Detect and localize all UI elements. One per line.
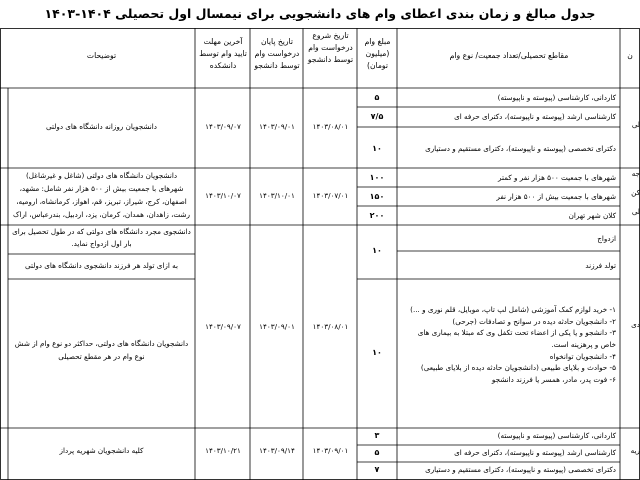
- section-2-notes-2: شهرهای با جمعیت بیش از ۵۰۰ هزار نفر شامل: مشهد،: [19, 184, 184, 193]
- section-3-marriage: ازدواج: [597, 234, 616, 243]
- section-2-notes-4: رشت، زاهدان، همدان، کرمان، یزد، اردبیل، بندرعباس، اراک: [13, 210, 190, 219]
- section-3-amount-c: ۱۰: [372, 348, 382, 357]
- section-4-end-date: ۱۴۰۳/۰۹/۱۴: [259, 446, 295, 455]
- header-end-date: تاریخ پایان درخواست وام توسط دانشجو: [254, 37, 300, 70]
- section-1-amount-1: ۵: [374, 93, 380, 102]
- section-2-last-deadline: ۱۴۰۳/۱۰/۰۷: [205, 191, 241, 200]
- list-item: ۵- حوادث و بلایای طبیعی (دانشجویان حادثه دیده از بلایای طبیعی): [420, 363, 616, 373]
- list-item: ۶- فوت پدر، مادر، همسر یا فرزند دانشجو: [491, 374, 616, 384]
- section-2-notes-3: اصفهان، کرج، شیراز، تبریز، قم، اهواز، کرمانشاه، ارومیه،: [16, 197, 187, 206]
- section-1-notes: دانشجویان روزانه دانشگاه های دولتی: [46, 122, 157, 131]
- list-item: ۴- دانشجویان توانخواه: [549, 351, 616, 361]
- section-2-start-date: ۱۴۰۳/۰۷/۰۱: [312, 191, 349, 200]
- section-3-notes-c-2: نوع وام در هر مقطع تحصیلی: [58, 352, 145, 361]
- section-1-amount-3: ۱۰: [372, 144, 382, 153]
- section-3-loan-list: [400, 304, 616, 386]
- header-loan-type: ن: [627, 51, 633, 60]
- section-4-start-date: ۱۴۰۳/۰۹/۰۱: [312, 446, 349, 455]
- loan-table: [0, 28, 640, 480]
- section-4-notes: کلیه دانشجویان شهریه پرداز: [59, 446, 144, 455]
- header-amount: مبلغ وام (میلیون تومان): [364, 37, 391, 70]
- section-2-label-3: لی: [631, 207, 640, 216]
- section-4-amount-2: ۵: [374, 448, 380, 457]
- section-3-notes-a-1: دانشجوی مجرد دانشگاه های دولتی که در طول تحصیل برای: [12, 227, 191, 236]
- header-level: مقاطع تحصیلی/تعداد جمعیت/ نوع وام: [449, 51, 569, 60]
- list-item: ۲- دانشجویان حادثه دیده در سوانح و تصادفات (جرحی): [452, 316, 616, 326]
- header-last-deadline: آخرین مهلت تایید وام توسط دانشکده: [199, 37, 247, 70]
- section-3-child-birth: تولد فرزند: [585, 261, 616, 270]
- section-1-start-date: ۱۴۰۳/۰۸/۰۱: [312, 122, 349, 131]
- section-4-amount-1: ۳: [374, 431, 380, 440]
- section-4-label: ریه: [630, 446, 640, 455]
- list-item: ۳- دانشجو و یا یکی از اعضاء تحت تکفل وی که مبتلا به بیماری های: [417, 328, 616, 338]
- section-2-level-3: کلان شهر تهران: [568, 211, 616, 220]
- header-notes: توضیحات: [86, 51, 117, 60]
- section-1-level-2: کارشناسی ارشد (پیوسته و ناپیوسته)، دکترای حرفه ای: [454, 112, 616, 121]
- header-start-date: تاریخ شروع درخواست وام توسط دانشجو: [307, 31, 354, 64]
- section-3-label: دی: [631, 320, 640, 329]
- section-1-end-date: ۱۴۰۳/۰۹/۰۱: [259, 122, 295, 131]
- section-3-last-deadline: ۱۴۰۳/۰۹/۰۷: [205, 322, 241, 331]
- section-2-level-1: شهرهای با جمعیت ۵۰۰ هزار نفر و کمتر: [498, 173, 616, 182]
- section-4-level-1: کاردانی، کارشناسی (پیوسته و ناپیوسته): [497, 431, 616, 440]
- section-1-label: لی: [631, 120, 640, 129]
- section-2-amount-2: ۱۵۰: [369, 192, 385, 201]
- section-3-notes-c-1: دانشجویان دانشگاه های دولتی، حداکثر دو نوع وام از شش: [14, 339, 189, 348]
- section-2-end-date: ۱۴۰۳/۱۰/۰۱: [259, 191, 295, 200]
- section-3-notes-b: به ازای تولد هر فرزند دانشجوی دانشگاه های دولتی: [24, 261, 179, 270]
- table-title: جدول مبالغ و زمان بندی اعطای وام های دانشجویی برای نیمسال اول تحصیلی ۱۴۰۴-۱۴۰۳: [44, 6, 596, 21]
- section-2-level-2: شهرهای با جمعیت بیش از ۵۰۰ هزار نفر: [496, 192, 616, 201]
- section-4-level-3: دکترای تخصصی (پیوسته و ناپیوسته)، دکترای مستقیم و دستیاری: [425, 465, 616, 474]
- section-1-level-3: دکترای تخصصی (پیوسته و ناپیوسته)، دکترای مستقیم و دستیاری: [425, 144, 616, 153]
- section-2-notes-1: دانشجویان دانشگاه های دولتی (شاغل و غیرشاغل): [25, 171, 178, 180]
- section-1-level-1: کاردانی، کارشناسی (پیوسته و ناپیوسته): [497, 93, 616, 102]
- section-1-amount-2: ۷/۵: [370, 112, 384, 121]
- list-item: خاص و پرهزینه است.: [551, 339, 616, 349]
- section-4-last-deadline: ۱۴۰۳/۱۰/۲۱: [205, 446, 241, 455]
- section-3-amount-ab: ۱۰: [372, 246, 382, 255]
- section-3-end-date: ۱۴۰۳/۰۹/۰۱: [259, 322, 295, 331]
- section-2-label-2: کن: [631, 188, 640, 197]
- section-3-notes-a-2: بار اول ازدواج نماید.: [71, 239, 132, 248]
- section-2-amount-3: ۲۰۰: [369, 211, 385, 220]
- section-1-last-deadline: ۱۴۰۳/۰۹/۰۷: [205, 122, 241, 131]
- section-4-level-2: کارشناسی ارشد (پیوسته و ناپیوسته)، دکترای حرفه ای: [454, 448, 616, 457]
- section-2-label-1: جه: [631, 169, 640, 178]
- section-2-amount-1: ۱۰۰: [369, 173, 385, 182]
- section-4-amount-3: ۷: [374, 465, 380, 474]
- section-3-start-date: ۱۴۰۳/۰۸/۰۱: [312, 322, 349, 331]
- list-item: ۱- خرید لوازم کمک آموزشی (شامل لپ تاپ، موبایل، قلم نوری و ...): [410, 305, 616, 314]
